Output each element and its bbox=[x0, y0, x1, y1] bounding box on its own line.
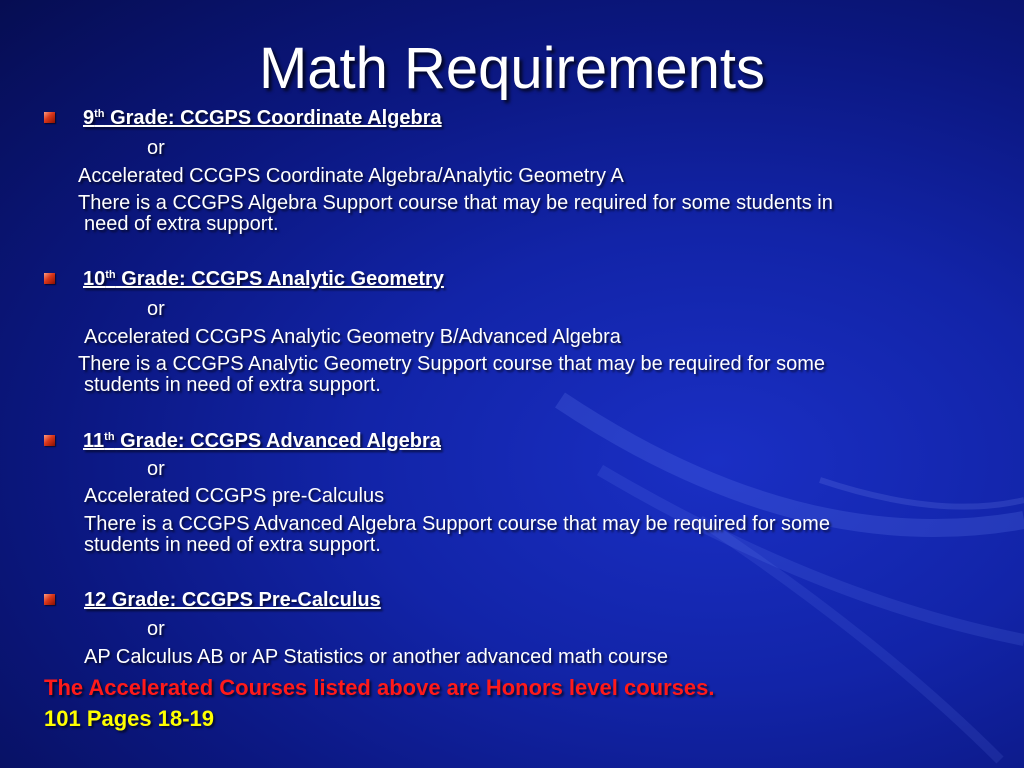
grade-10-heading bbox=[83, 268, 444, 290]
grade-11-support-line-2: students in need of extra support. bbox=[84, 534, 381, 556]
grade-9-support-line-2: need of extra support. bbox=[84, 213, 279, 235]
grade-10-support-line-2: students in need of extra support. bbox=[84, 374, 381, 396]
grade-12-alternative: AP Calculus AB or AP Statistics or another advanced math course bbox=[84, 646, 669, 668]
grade-10-or: or bbox=[147, 298, 165, 320]
bullet-icon bbox=[44, 435, 55, 446]
grade-11-course: Grade: CCGPS Advanced Algebra bbox=[114, 430, 441, 452]
bullet-icon bbox=[44, 112, 55, 123]
grade-10-support-line-1: There is a CCGPS Analytic Geometry Support course that may be required for some bbox=[78, 353, 825, 375]
bullet-icon bbox=[44, 594, 55, 605]
grade-11-support-line-1: There is a CCGPS Advanced Algebra Support course that may be required for some bbox=[84, 513, 830, 535]
grade-9-suffix: th bbox=[94, 108, 105, 120]
grade-12-or: or bbox=[147, 618, 165, 640]
grade-9-alternative: Accelerated CCGPS Coordinate Algebra/Analytic Geometry A bbox=[78, 165, 624, 187]
grade-11-heading bbox=[83, 430, 441, 452]
grade-9-support-line-1: There is a CCGPS Algebra Support course that may be required for some students in bbox=[78, 192, 833, 214]
grade-12-heading: 12 Grade: CCGPS Pre-Calculus bbox=[84, 589, 381, 611]
bullet-icon bbox=[44, 273, 55, 284]
grade-11-alternative: Accelerated CCGPS pre-Calculus bbox=[84, 485, 385, 507]
grade-10-alternative: Accelerated CCGPS Analytic Geometry B/Advanced Algebra bbox=[84, 326, 621, 348]
grade-9-course: Grade: CCGPS Coordinate Algebra bbox=[104, 107, 442, 129]
grade-10-course: Grade: CCGPS Analytic Geometry bbox=[115, 268, 444, 290]
grade-11-number: 11 bbox=[83, 430, 105, 452]
grade-9-number: 9 bbox=[83, 107, 95, 129]
grade-10-number: 10 bbox=[83, 268, 106, 290]
slide-title: Math Requirements bbox=[258, 36, 766, 101]
page-reference: 101 Pages 18-19 bbox=[44, 706, 215, 731]
grade-11-suffix: th bbox=[104, 431, 115, 443]
grade-11-or: or bbox=[147, 458, 165, 480]
grade-9-heading bbox=[83, 107, 442, 129]
grade-9-or: or bbox=[147, 137, 165, 159]
honors-note: The Accelerated Courses listed above are Honors level courses. bbox=[44, 675, 715, 700]
grade-10-suffix: th bbox=[105, 269, 116, 281]
